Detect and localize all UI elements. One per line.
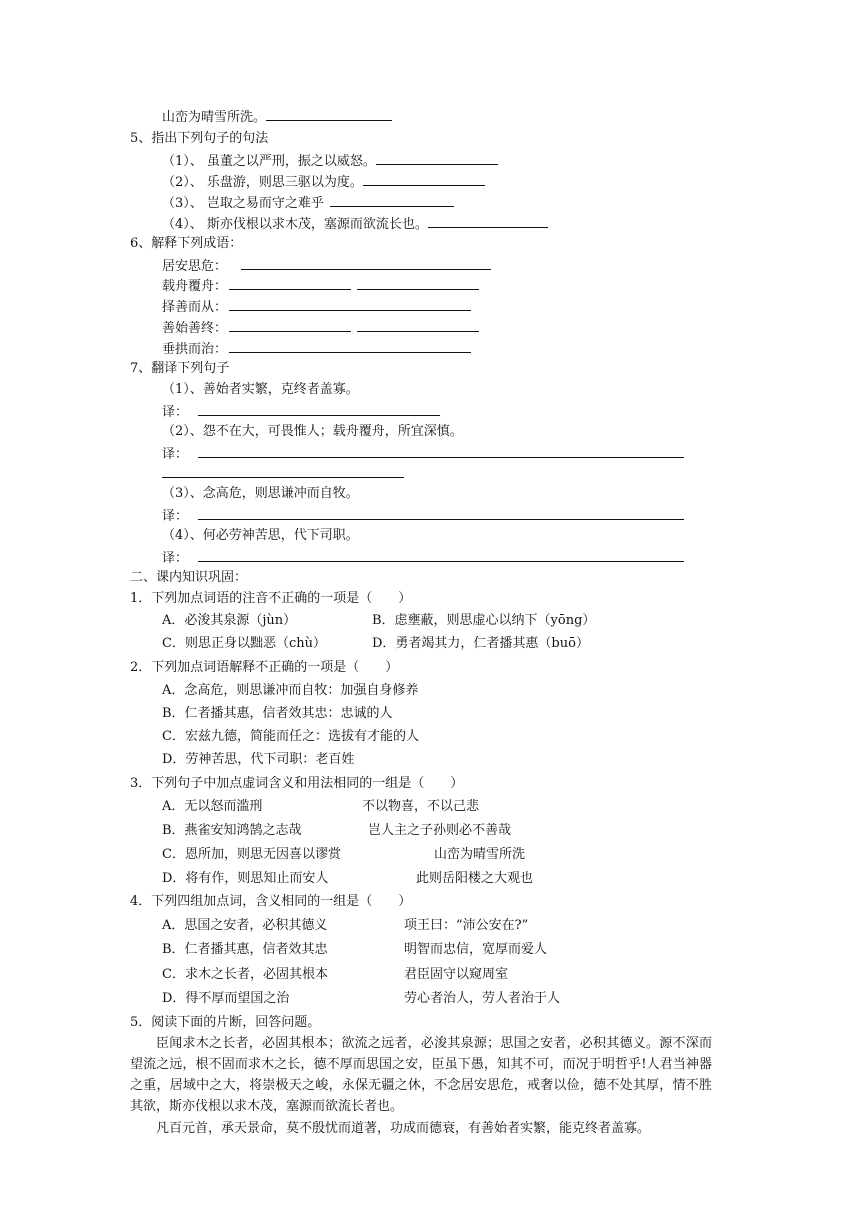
answer-blank <box>357 276 479 290</box>
mc-q3-option-c-pair: 山峦为晴雪所洗 <box>434 847 526 862</box>
mc-q3-option-d-pair: 此则岳阳楼之大观也 <box>416 871 534 886</box>
q7-title: 7、翻译下列句子 <box>130 361 230 376</box>
mc-q1-option-a: A．必浚其泉源（jùn） <box>162 613 297 628</box>
mc-q1-option-d: D．勇者竭其力，仁者播其惠（buō） <box>372 636 589 651</box>
idiom-item: 择善而从： <box>162 297 471 315</box>
reading-passage-paragraph-1: 臣闻求木之长者，必固其根本；欲流之远者，必浚其泉源；思国之安者，必积其德义。源不深而望流之远，根不固而求木之长，德不厚而思国之安，臣虽下愚，知其不可，而况于明哲乎!人君当神器之重，居域中之大，将崇极天之峻，永保无疆之休，不念居安思危，戒奢以俭，德不处其厚，情不胜其欲，斯亦伐根以求木茂，塞源而欲流长者也。 <box>130 1036 712 1114</box>
q5-item-3: （3）、 岂取之易而守之难乎 <box>162 193 454 211</box>
mc-q3-option-d: D．将有作，则思知止而安人 <box>162 871 329 886</box>
answer-blank <box>376 151 498 165</box>
mc-q1-stem: 1．下列加点词语的注音不正确的一项是（ ） <box>130 591 412 606</box>
idiom-item: 垂拱而治： <box>162 339 471 357</box>
mc-q4-option-c-pair: 君臣固守以窥周室 <box>404 967 509 982</box>
mc-q2-option-c: C．宏兹九德，简能而任之：选拔有才能的人 <box>162 729 419 744</box>
answer-blank <box>229 339 471 353</box>
idiom-item: 居安思危： <box>162 256 491 274</box>
mc-q2-option-a: A．念高危，则思谦冲而自牧：加强自身修养 <box>162 683 419 698</box>
translation-line-cont <box>162 464 404 482</box>
q5-item-1: （1）、 虽董之以严刑，振之以威怒。 <box>162 151 498 169</box>
answer-blank <box>357 318 479 332</box>
q7-sentence-1: （1）、善始者实繁，克终者盖寡。 <box>162 382 359 397</box>
q6-title: 6、解释下列成语： <box>130 236 243 251</box>
q5-title: 5、指出下列句子的句法 <box>130 131 269 146</box>
answer-blank <box>162 464 404 478</box>
mc-q4-option-a: A．思国之安者，必积其德义 <box>162 918 328 933</box>
mc-q2-option-b: B．仁者播其惠，信者效其忠：忠诚的人 <box>162 706 393 721</box>
mc-q4-stem: 4．下列四组加点词，含义相同的一组是（ ） <box>130 894 412 909</box>
mc-q2-stem: 2．下列加点词语解释不正确的一项是（ ） <box>130 660 399 675</box>
translation-line: 译： <box>162 402 440 420</box>
mc-q3-option-a: A．无以怒而滥刑 <box>162 799 263 814</box>
q7-sentence-3: （3）、念高危，则思谦冲而自牧。 <box>162 486 359 501</box>
answer-blank <box>266 107 392 121</box>
q5-item-2: （2）、 乐盘游，则思三驱以为度。 <box>162 172 485 190</box>
mc-q4-option-d-pair: 劳心者治人，劳人者治于人 <box>404 991 561 1006</box>
mc-q4-option-b-pair: 明智而忠信，宽厚而爱人 <box>404 942 548 957</box>
q7-sentence-2: （2）、怨不在大，可畏惟人；载舟覆舟，所宜深慎。 <box>162 424 463 439</box>
answer-blank <box>198 506 684 520</box>
mc-q3-stem: 3．下列句子中加点虚词含义和用法相同的一组是（ ） <box>130 776 464 791</box>
reading-passage-paragraph-2: 凡百元首，承天景命，莫不殷忧而道著，功成而德衰，有善始者实繁，能克终者盖寡。 <box>156 1121 651 1136</box>
answer-blank <box>428 214 548 228</box>
mc-q4-option-c: C．求木之长者，必固其根本 <box>162 967 328 982</box>
mc-q4-option-d: D．得不厚而望国之治 <box>162 991 290 1006</box>
mc-q3-option-a-pair: 不以物喜，不以己悲 <box>362 799 480 814</box>
idiom-item: 善始善终： <box>162 318 479 336</box>
section-2-title: 二、课内知识巩固： <box>130 570 248 585</box>
answer-blank <box>229 297 471 311</box>
answer-blank <box>330 193 454 207</box>
mc-q1-option-c: C．则思正身以黜恶（chù） <box>162 636 326 651</box>
answer-blank <box>363 172 485 186</box>
mc-q1-option-b: B．虑壅蔽，则思虚心以纳下（yōng） <box>372 613 596 628</box>
mc-q3-option-c: C．恩所加，则思无因喜以谬赏 <box>162 847 341 862</box>
mc-q2-option-d: D．劳神苦思，代下司职：老百姓 <box>162 752 355 767</box>
translation-line: 译： <box>162 506 684 524</box>
mc-q4-option-a-pair: 项王曰：“沛公安在?” <box>404 918 529 933</box>
answer-blank <box>198 402 440 416</box>
answer-blank <box>241 256 491 270</box>
answer-blank <box>198 444 684 458</box>
q5-item-4: （4）、 斯亦伐根以求木茂，塞源而欲流长也。 <box>162 214 548 232</box>
mc-q4-option-b: B．仁者播其惠，信者效其忠 <box>162 942 328 957</box>
continuation-line: 山峦为晴雪所洗。 <box>162 107 392 125</box>
reading-question-stem: 5．阅读下面的片断，回答问题。 <box>130 1015 321 1030</box>
mc-q3-option-b: B．燕雀安知鸿鹄之志哉 <box>162 823 302 838</box>
q7-sentence-4: （4）、何必劳神苦思，代下司职。 <box>162 528 359 543</box>
answer-blank <box>229 276 351 290</box>
mc-q3-option-b-pair: 岂人主之子孙则必不善哉 <box>368 823 512 838</box>
idiom-item: 载舟覆舟： <box>162 276 479 294</box>
answer-blank <box>229 318 351 332</box>
translation-line: 译： <box>162 548 684 566</box>
translation-line: 译： <box>162 444 684 462</box>
answer-blank <box>198 548 684 562</box>
